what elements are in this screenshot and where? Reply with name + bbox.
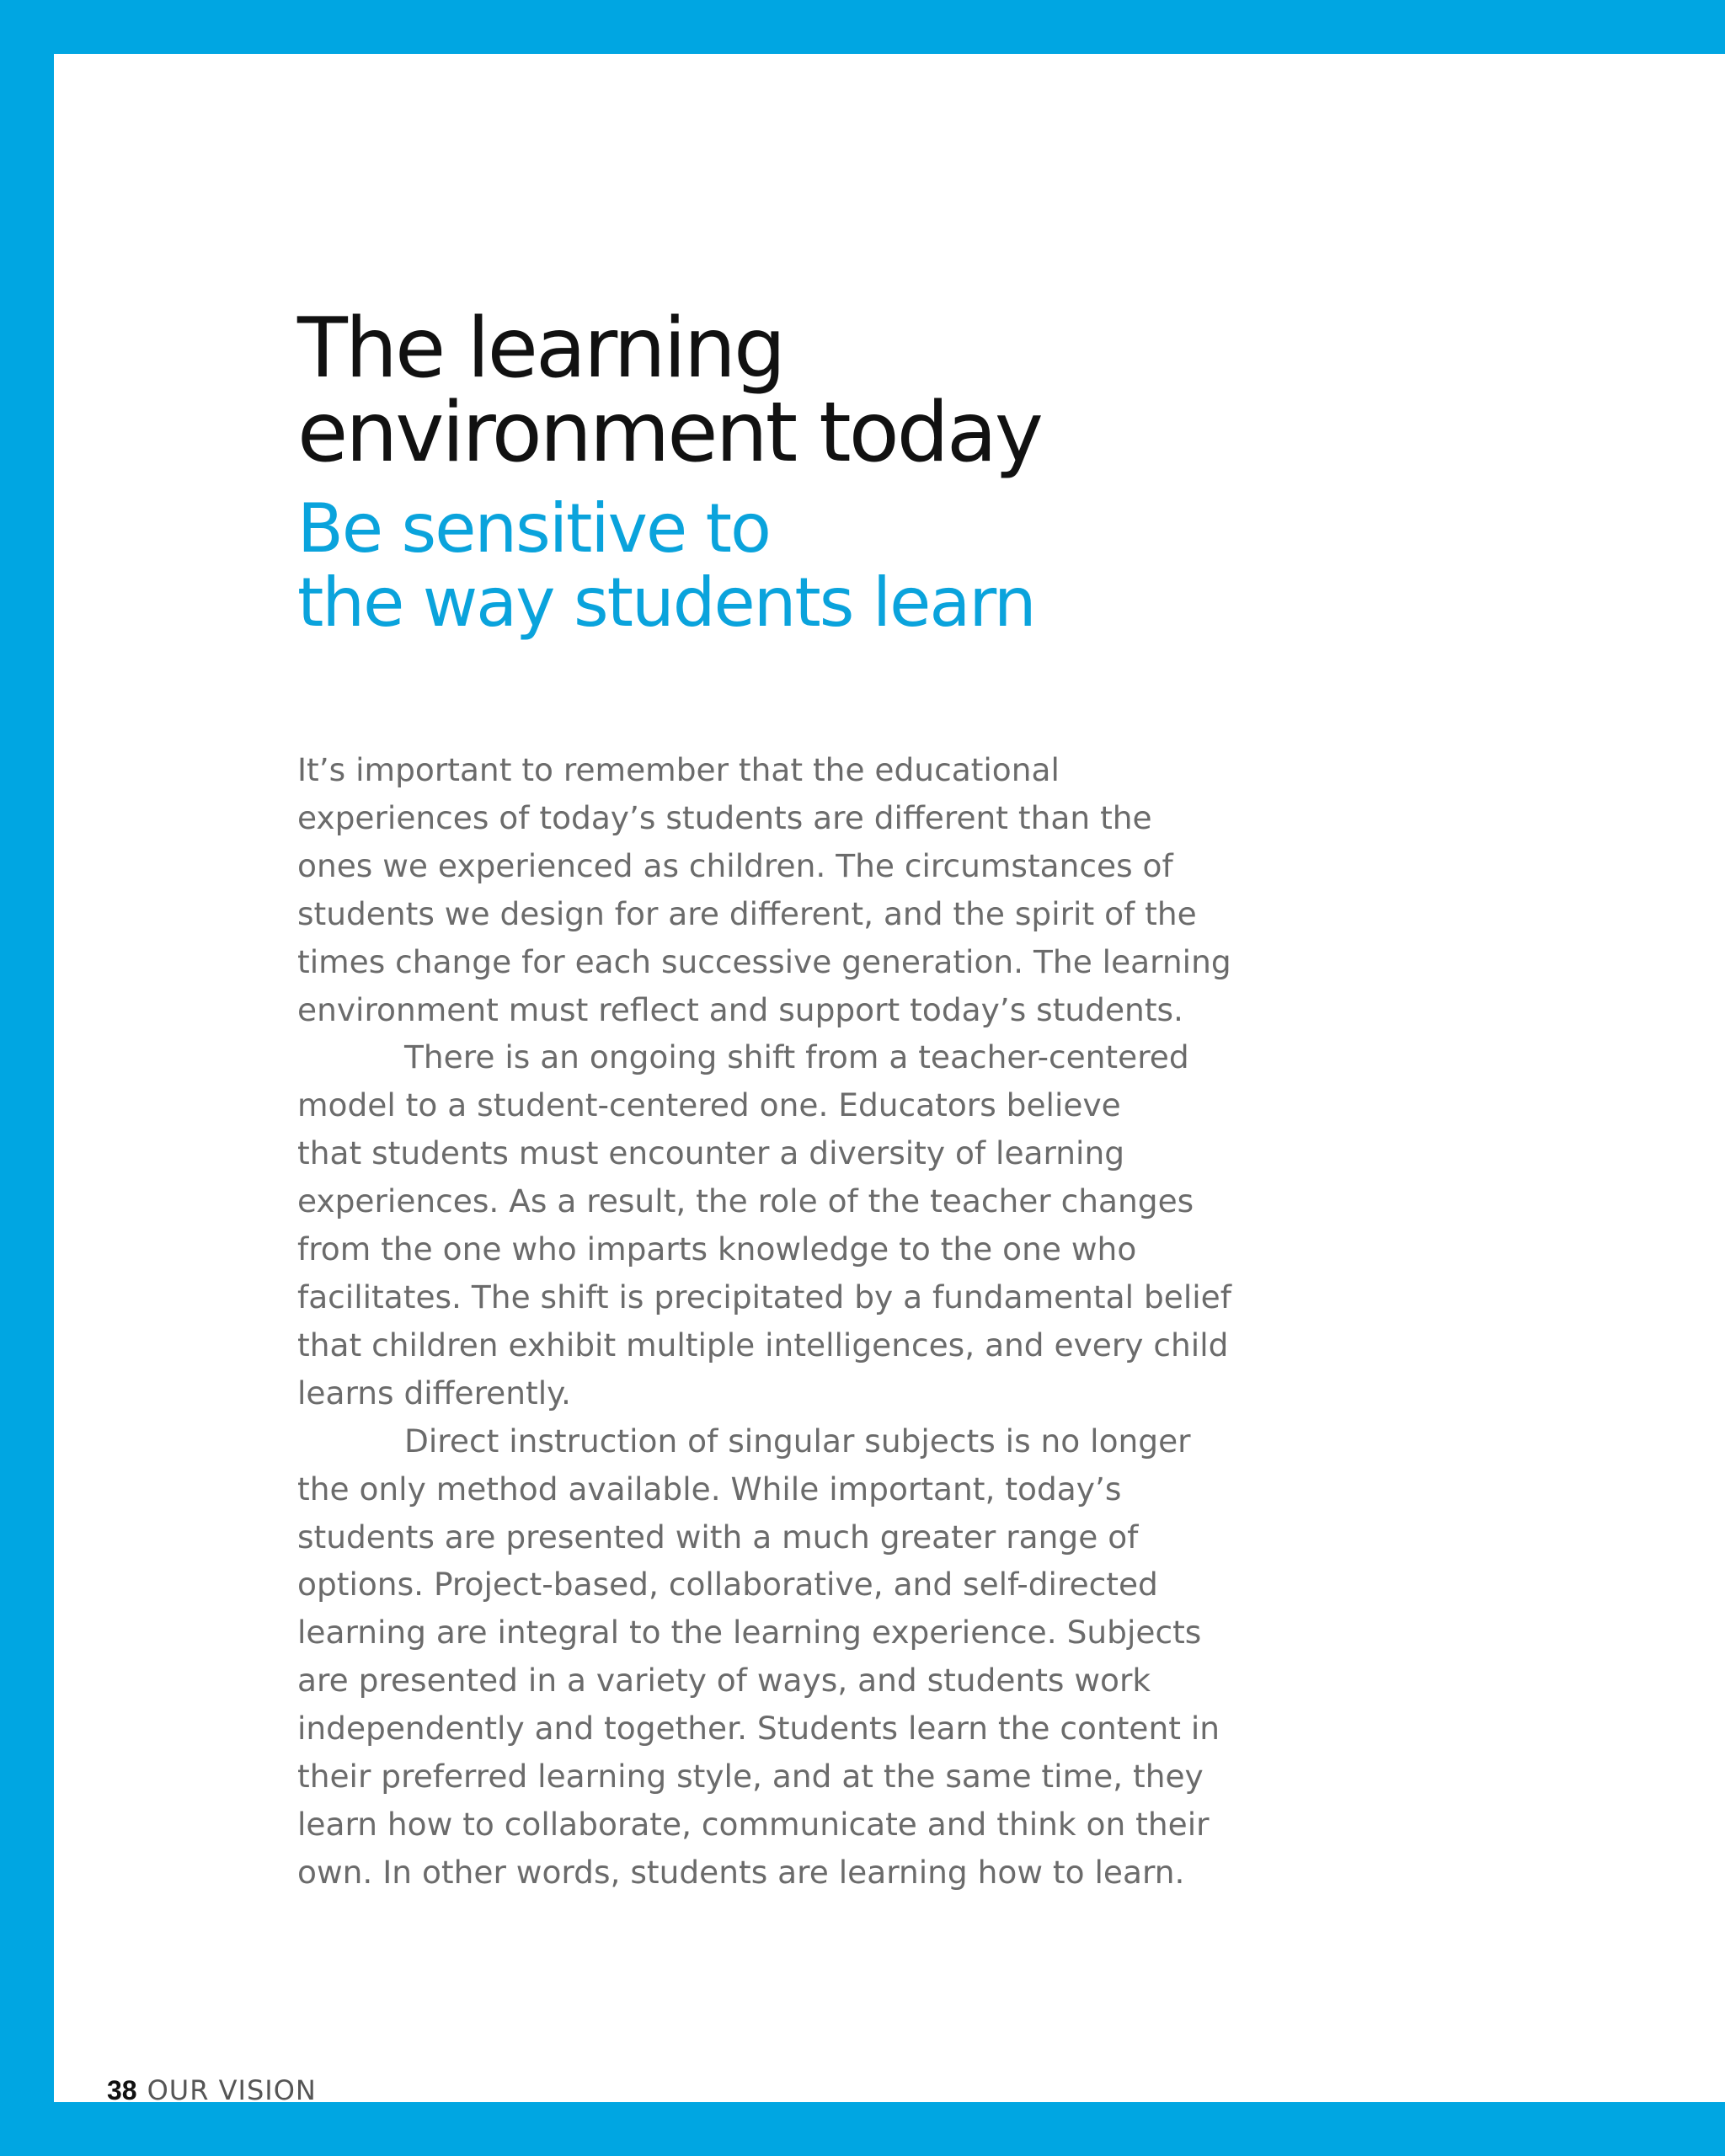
page-title <box>297 301 1308 481</box>
headline-block <box>297 301 1308 642</box>
text-line: It’s important to remember that the educational <box>297 751 1060 788</box>
paragraph-3 <box>297 1417 1266 1897</box>
text-line: independently and together. Students learn the content in <box>297 1710 1220 1748</box>
text-line: the only method available. While important, today’s <box>297 1470 1122 1508</box>
page-subtitle-line: Be sensitive to <box>297 489 770 568</box>
text-line: learning are integral to the learning experience. Subjects <box>297 1614 1202 1652</box>
text-line: Direct instruction of singular subjects is no longer <box>404 1422 1191 1460</box>
text-line: learn how to collaborate, communicate and think on their <box>297 1805 1210 1843</box>
text-line: There is an ongoing shift from a teacher-centered <box>404 1038 1189 1076</box>
paragraph-1 <box>297 746 1266 1033</box>
text-line: students we design for are different, and the spirit of the <box>297 894 1197 932</box>
text-line: experiences. As a result, the role of the teacher changes <box>297 1182 1194 1220</box>
text-line: that children exhibit multiple intelligences, and every child <box>297 1326 1229 1364</box>
text-line: model to a student-centered one. Educators believe <box>297 1086 1121 1124</box>
text-line: that students must encounter a diversity of learning <box>297 1134 1125 1172</box>
text-line: own. In other words, students are learning how to learn. <box>297 1853 1185 1891</box>
page-title-line: environment today <box>297 385 1041 481</box>
body-text <box>297 746 1266 1897</box>
page-subtitle-line: the way students learn <box>297 563 1035 642</box>
text-line: are presented in a variety of ways, and students work <box>297 1662 1151 1700</box>
section-name: OUR VISION <box>147 2074 317 2106</box>
page <box>54 54 1725 2106</box>
text-line: facilitates. The shift is precipitated by a fundamental belief <box>297 1278 1231 1315</box>
page-title-line: The learning <box>297 301 784 397</box>
page-footer <box>107 2073 317 2107</box>
text-line: from the one who imparts knowledge to the one who <box>297 1230 1137 1268</box>
page-subtitle <box>297 489 1308 642</box>
text-line: times change for each successive generation. The learning <box>297 942 1231 980</box>
text-line: students are presented with a much greater range of <box>297 1518 1139 1556</box>
text-line: environment must reflect and support today’s students. <box>297 990 1183 1028</box>
text-line: their preferred learning style, and at the same time, they <box>297 1758 1204 1796</box>
text-line: options. Project-based, collaborative, and self-directed <box>297 1566 1158 1604</box>
page-number: 38 <box>107 2075 137 2105</box>
text-line: learns differently. <box>297 1374 571 1412</box>
text-line: experiences of today’s students are different than the <box>297 798 1152 836</box>
paragraph-2 <box>297 1033 1266 1417</box>
text-line: ones we experienced as children. The circumstances of <box>297 846 1173 884</box>
